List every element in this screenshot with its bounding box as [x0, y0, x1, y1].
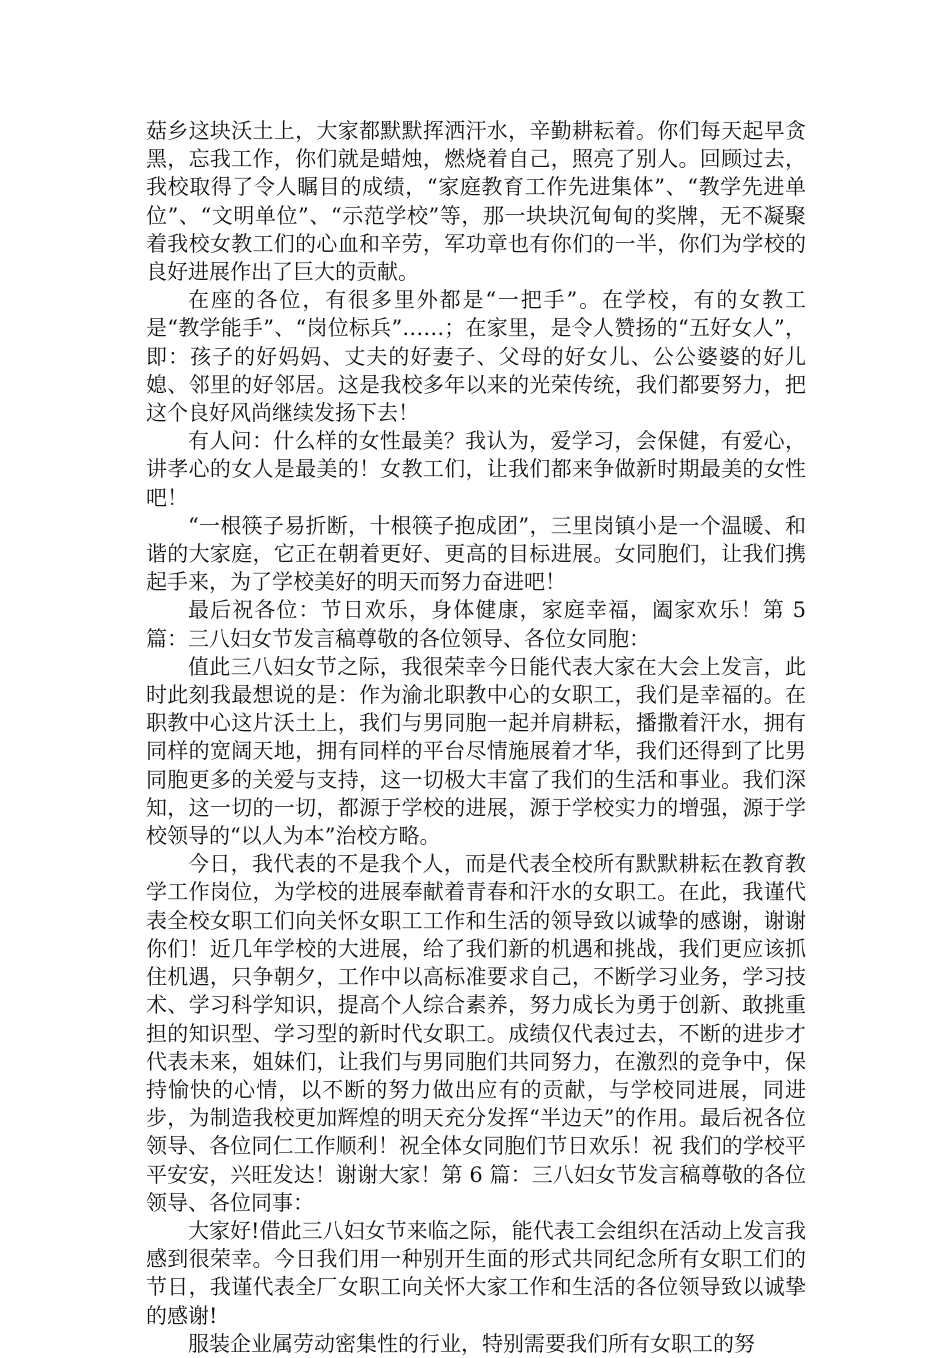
paragraph-5: 最后祝各位：节日欢乐，身体健康，家庭幸福，阖家欢乐！第 5 篇：三八妇女节发言稿尊敬的各位领导、各位女同胞：: [146, 598, 806, 651]
paragraph-8: 大家好!借此三八妇女节来临之际，能代表工会组织在活动上发言我感到很荣幸。今日我们用一种别开生面的形式共同纪念所有女职工们的节日，我谨代表全厂女职工向关怀大家工作和生活的各位领导致以诚挚的感谢!: [146, 1218, 806, 1328]
document-page: [146, 117, 806, 1358]
paragraph-1: 菇乡这块沃土上，大家都默默挥洒汗水，辛勤耕耘着。你们每天起早贪黑，忘我工作，你们就是蜡烛，燃烧着自己，照亮了别人。回顾过去，我校取得了令人瞩目的成绩，“家庭教育工作先进集体”、“教学先进单位”、“文明单位”、“示范学校”等，那一块块沉甸甸的奖牌，无不凝聚着我校女教工们的心血和辛劳，军功章也有你们的一半，你们为学校的良好进展作出了巨大的贡献。: [146, 119, 806, 285]
paragraph-4: “一根筷子易折断，十根筷子抱成团”，三里岗镇小是一个温暖、和谐的大家庭，它正在朝着更好、更高的目标进展。女同胞们，让我们携起手来，为了学校美好的明天而努力奋进吧！: [146, 513, 806, 595]
paragraph-6: 值此三八妇女节之际，我很荣幸今日能代表大家在大会上发言，此时此刻我最想说的是：作为渝北职教中心的女职工，我们是幸福的。在职教中心这片沃土上，我们与男同胞一起并肩耕耘，播撒着汗水，拥有同样的宽阔天地，拥有同样的平台尽情施展着才华，我们还得到了比男同胞更多的关爱与支持，这一切极大丰富了我们的生活和事业。我们深知，这一切的一切，都源于学校的进展，源于学校实力的增强，源于学校领导的“以人为本”治校方略。: [146, 654, 806, 849]
paragraph-7: 今日，我代表的不是我个人，而是代表全校所有默默耕耘在教育教学工作岗位，为学校的进展奉献着青春和汗水的女职工。在此，我谨代表全校女职工们向关怀女职工工作和生活的领导致以诚挚的感谢，谢谢你们！近几年学校的大进展，给了我们新的机遇和挑战，我们更应该抓住机遇，只争朝夕，工作中以高标准要求自己，不断学习业务，学习技术、学习科学知识，提高个人综合素养，努力成长为勇于创新、敢挑重担的知识型、学习型的新时代女职工。成绩仅代表过去，不断的进步才代表未来，姐妹们，让我们与男同胞们共同努力，在激烈的竞争中，保持愉快的心情，以不断的努力做出应有的贡献，与学校同进展，同进步，为制造我校更加辉煌的明天充分发挥“半边天”的作用。最后祝各位领导、各位同仁工作顺利！祝全体女同胞们节日欢乐！祝 我们的学校平平安安，兴旺发达！谢谢大家！第 6 篇：三八妇女节发言稿尊敬的各位领导、各位同事：: [146, 852, 806, 1215]
paragraph-9: 服装企业属劳动密集性的行业，特别需要我们所有女职工的努: [188, 1331, 755, 1356]
paragraph-3: 有人问：什么样的女性最美？我认为，爱学习，会保健，有爱心，讲孝心的女人是最美的！女教工们，让我们都来争做新时期最美的女性吧！: [146, 429, 806, 510]
paragraph-2: 在座的各位，有很多里外都是“一把手”。在学校，有的女教工是“教学能手”、“岗位标兵”……；在家里，是令人赞扬的“五好女人”，即：孩子的好妈妈、丈夫的好妻子、父母的好女儿、公公婆婆的好儿媳、邻里的好邻居。这是我校多年以来的光荣传统，我们都要努力，把这个良好风尚继续发扬下去！: [146, 288, 806, 426]
